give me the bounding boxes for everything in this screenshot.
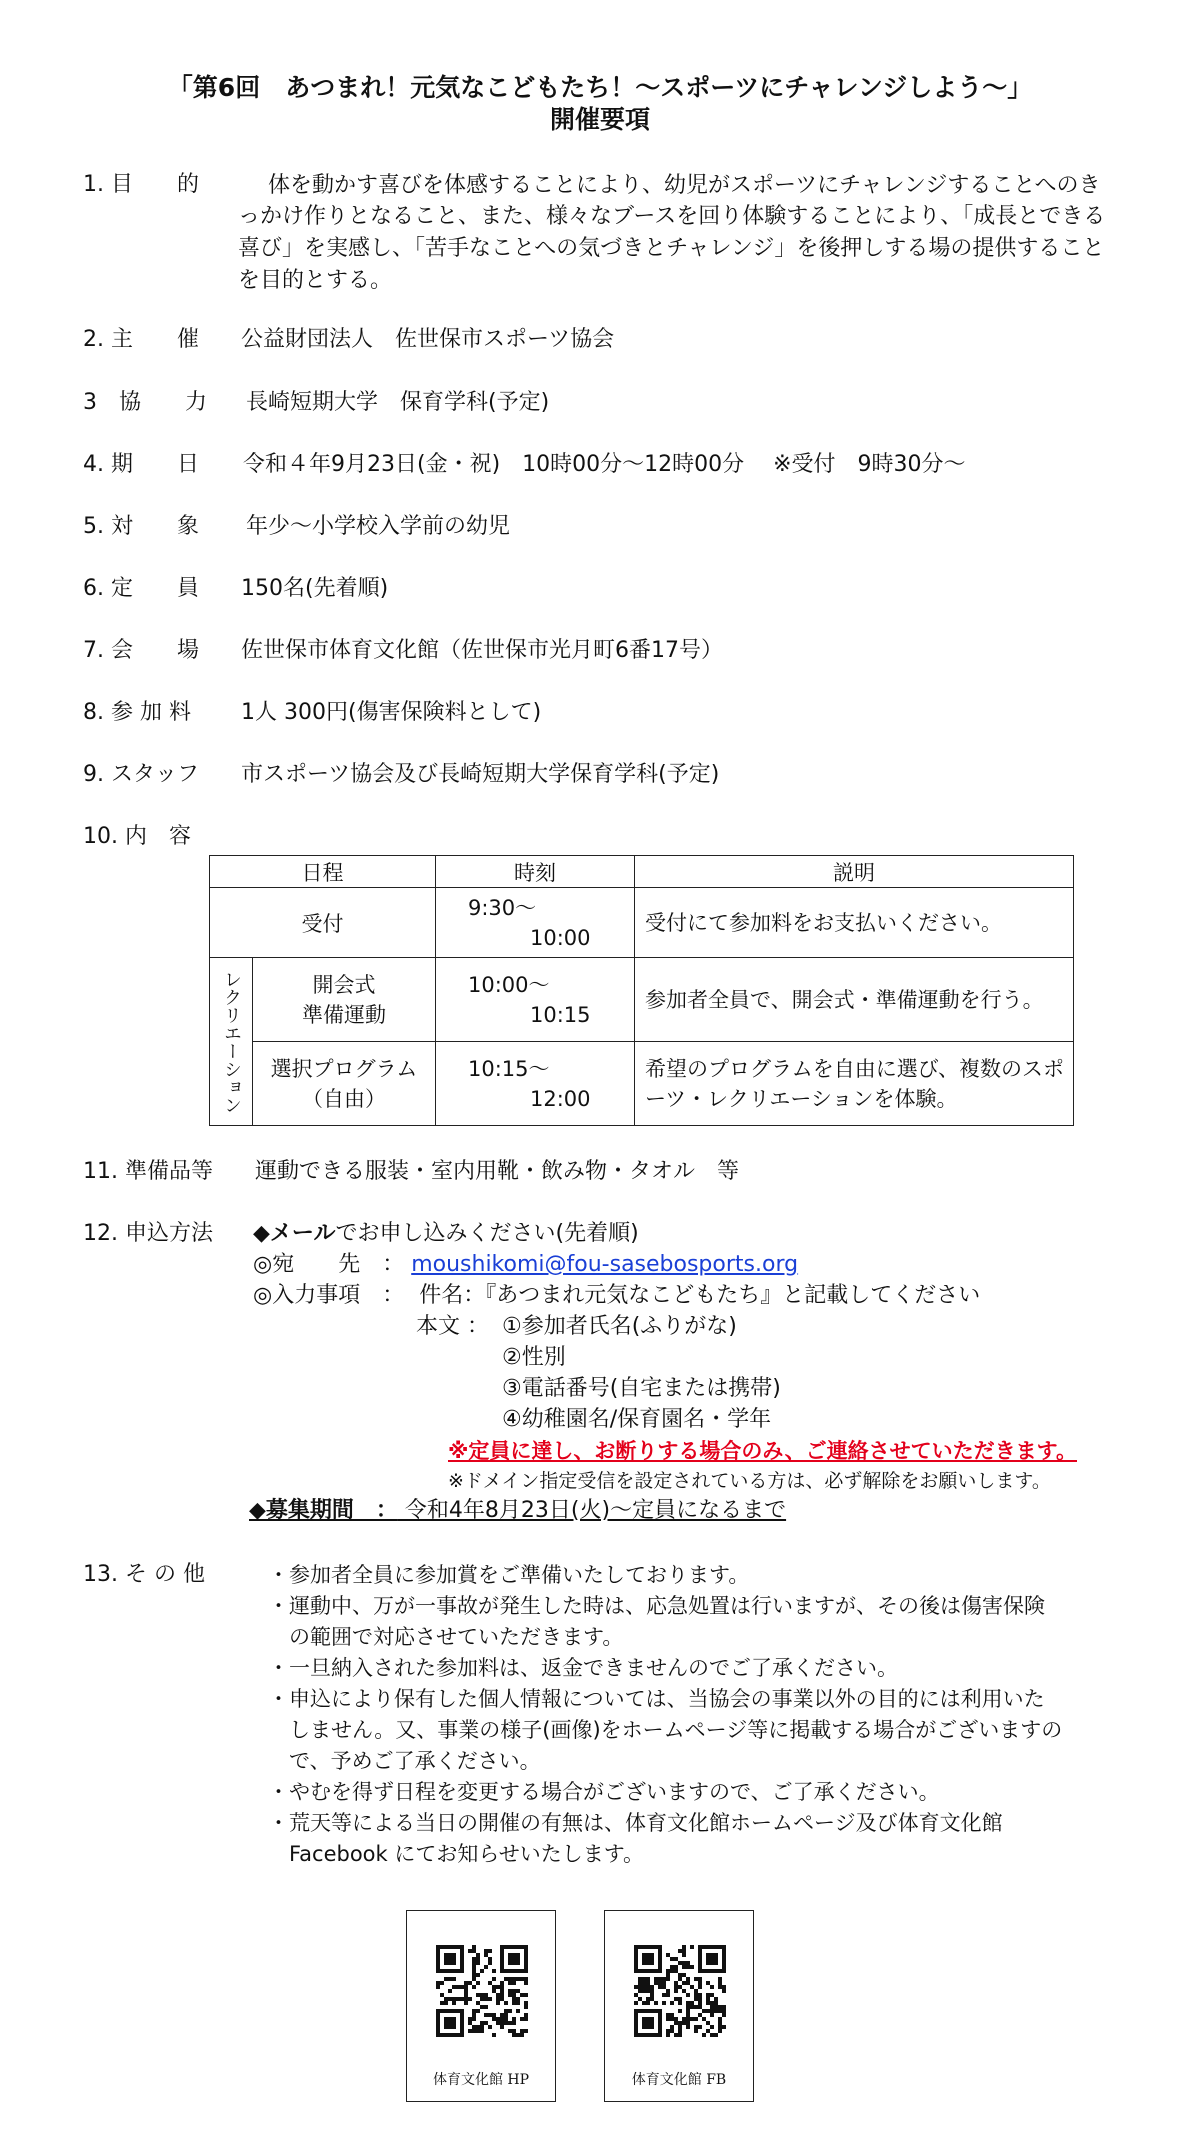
- section-label: 11. 準備品等: [83, 1159, 213, 1184]
- section-label: 9. スタッフ: [83, 762, 199, 787]
- application-intro: ◆メールでお申し込みください(先着順): [253, 1221, 639, 1246]
- schedule-time: 9:30～ 10:00: [436, 888, 635, 958]
- qr-card-fb[interactable]: [604, 1910, 754, 2102]
- address-row: [253, 1250, 798, 1280]
- body-item: ④幼稚園名/保育園名・学年: [502, 1407, 772, 1432]
- section-value: 長崎短期大学 保育学科(予定): [246, 390, 550, 415]
- section-label: 1. 目 的: [83, 172, 199, 197]
- section-value: 150名(先着順): [241, 576, 389, 601]
- body-item: ②性別: [502, 1345, 566, 1370]
- other-line: の範囲で対応させていただきます。: [268, 1625, 624, 1649]
- input-label: ◎入力事項 ：: [253, 1283, 405, 1308]
- other-line: しません。又、事業の様子(画像)をホームページ等に掲載する場合がございますの: [268, 1718, 1063, 1742]
- section-value: 市スポーツ協会及び長崎短期大学保育学科(予定): [241, 762, 720, 787]
- address-label: ◎宛 先 ：: [253, 1252, 405, 1277]
- qr-card-hp[interactable]: [406, 1910, 556, 2102]
- purpose-line: 体を動かす喜びを体感することにより、幼児がスポーツにチャレンジすることへのき: [268, 173, 1101, 198]
- purpose-line: を目的とする。: [238, 268, 393, 293]
- section-value: 年少～小学校入学前の幼児: [246, 514, 511, 539]
- subject-text: 件名：『あつまれ元気なこどもたち』と記載してください: [419, 1283, 981, 1308]
- body-label: 本文 ：: [416, 1314, 489, 1339]
- table-row: [210, 958, 1074, 1042]
- section-label: 5. 対 象: [83, 514, 199, 539]
- other-line: ・荒天等による当日の開催の有無は、体育文化館ホームページ及び体育文化館: [268, 1811, 1003, 1835]
- schedule-name: 受付: [210, 888, 436, 958]
- schedule-desc: 参加者全員で、開会式・準備運動を行う。: [635, 958, 1074, 1042]
- purpose-line: っかけ作りとなること、また、様々なブースを回り体験することにより、「成長とできる: [238, 204, 1106, 229]
- section-label: 8. 参 加 料: [83, 700, 191, 725]
- section-label: 6. 定 員: [83, 576, 199, 601]
- document-subtitle: 開催要項: [549, 105, 650, 134]
- table-header: 説明: [635, 856, 1074, 888]
- body-item: ①参加者氏名(ふりがな): [502, 1314, 737, 1339]
- warning-note: ※定員に達し、お断りする場合のみ、ご連絡させていただきます。: [448, 1439, 1077, 1463]
- section-label: 3 協 力: [83, 390, 207, 415]
- qr-caption: 体育文化館 FB: [631, 2072, 727, 2088]
- schedule-name: 開会式 準備運動: [253, 958, 436, 1042]
- qr-caption: 体育文化館 HP: [432, 2072, 530, 2088]
- section-label: 4. 期 日: [83, 452, 199, 477]
- schedule-desc: 受付にて参加料をお支払いください。: [635, 888, 1074, 958]
- schedule-time: 10:15～ 12:00: [436, 1042, 635, 1126]
- other-line: ・参加者全員に参加賞をご準備いたしております。: [268, 1563, 750, 1587]
- other-line: Facebook にてお知らせいたします。: [268, 1842, 645, 1866]
- qr-code-icon: [634, 1945, 726, 2037]
- table-row: [210, 1042, 1074, 1126]
- email-link[interactable]: moushikomi@fou-sasebosports.org: [411, 1252, 799, 1277]
- input-row: [253, 1281, 980, 1311]
- table-header: 日程: [210, 856, 436, 888]
- group-label-cell: [210, 958, 253, 1126]
- section-label: 2. 主 催: [83, 327, 199, 352]
- other-line: ・運動中、万が一事故が発生した時は、応急処置は行いますが、その後は傷害保険: [268, 1594, 1045, 1618]
- document-title: 「第6回 あつまれ！元気なこどもたち！～スポーツにチャレンジしよう～」: [167, 73, 1033, 102]
- group-label: レクリエーション: [221, 969, 242, 1114]
- section-label: 7. 会 場: [83, 638, 199, 663]
- qr-code-icon: [436, 1945, 528, 2037]
- other-line: ・やむを得ず日程を変更する場合がございますので、ご了承ください。: [268, 1780, 940, 1804]
- section-value: 1人 300円(傷害保険料として): [241, 700, 542, 725]
- schedule-desc: 希望のプログラムを自由に選び、複数のスポーツ・レクリエーションを体験。: [635, 1042, 1074, 1126]
- section-value: 令和４年9月23日(金・祝) 10時00分～12時00分 ※受付 9時30分～: [243, 452, 966, 477]
- domain-note: ※ドメイン指定受信を設定されている方は、必ず解除をお願いします。: [448, 1470, 1051, 1492]
- section-label: 10. 内 容: [83, 824, 191, 849]
- other-line: ・申込により保有した個人情報については、当協会の事業以外の目的には利用いた: [268, 1687, 1045, 1711]
- section-value: 公益財団法人 佐世保市スポーツ協会: [241, 327, 615, 352]
- section-value: 運動できる服装・室内用靴・飲み物・タオル 等: [255, 1159, 740, 1184]
- body-item: ③電話番号(自宅または携帯): [502, 1376, 781, 1401]
- section-value: 佐世保市体育文化館（佐世保市光月町6番17号）: [241, 638, 723, 663]
- table-row: [210, 888, 1074, 958]
- section-label: 12. 申込方法: [83, 1221, 213, 1246]
- other-line: ・一旦納入された参加料は、返金できませんのでご了承ください。: [268, 1656, 898, 1680]
- schedule-name: 選択プログラム （自由）: [253, 1042, 436, 1126]
- section-label: 13. そ の 他: [83, 1562, 205, 1587]
- table-header: 時刻: [436, 856, 635, 888]
- application-period: ◆募集期間 ： 令和4年8月23日(火)～定員になるまで: [249, 1498, 787, 1523]
- purpose-line: 喜び」を実感し、「苦手なことへの気づきとチャレンジ」を後押しする場の提供すること: [238, 236, 1105, 261]
- table-header-row: [210, 856, 1074, 888]
- schedule-table: [209, 855, 1074, 1126]
- other-line: で、予めご了承ください。: [268, 1749, 541, 1773]
- schedule-time: 10:00～ 10:15: [436, 958, 635, 1042]
